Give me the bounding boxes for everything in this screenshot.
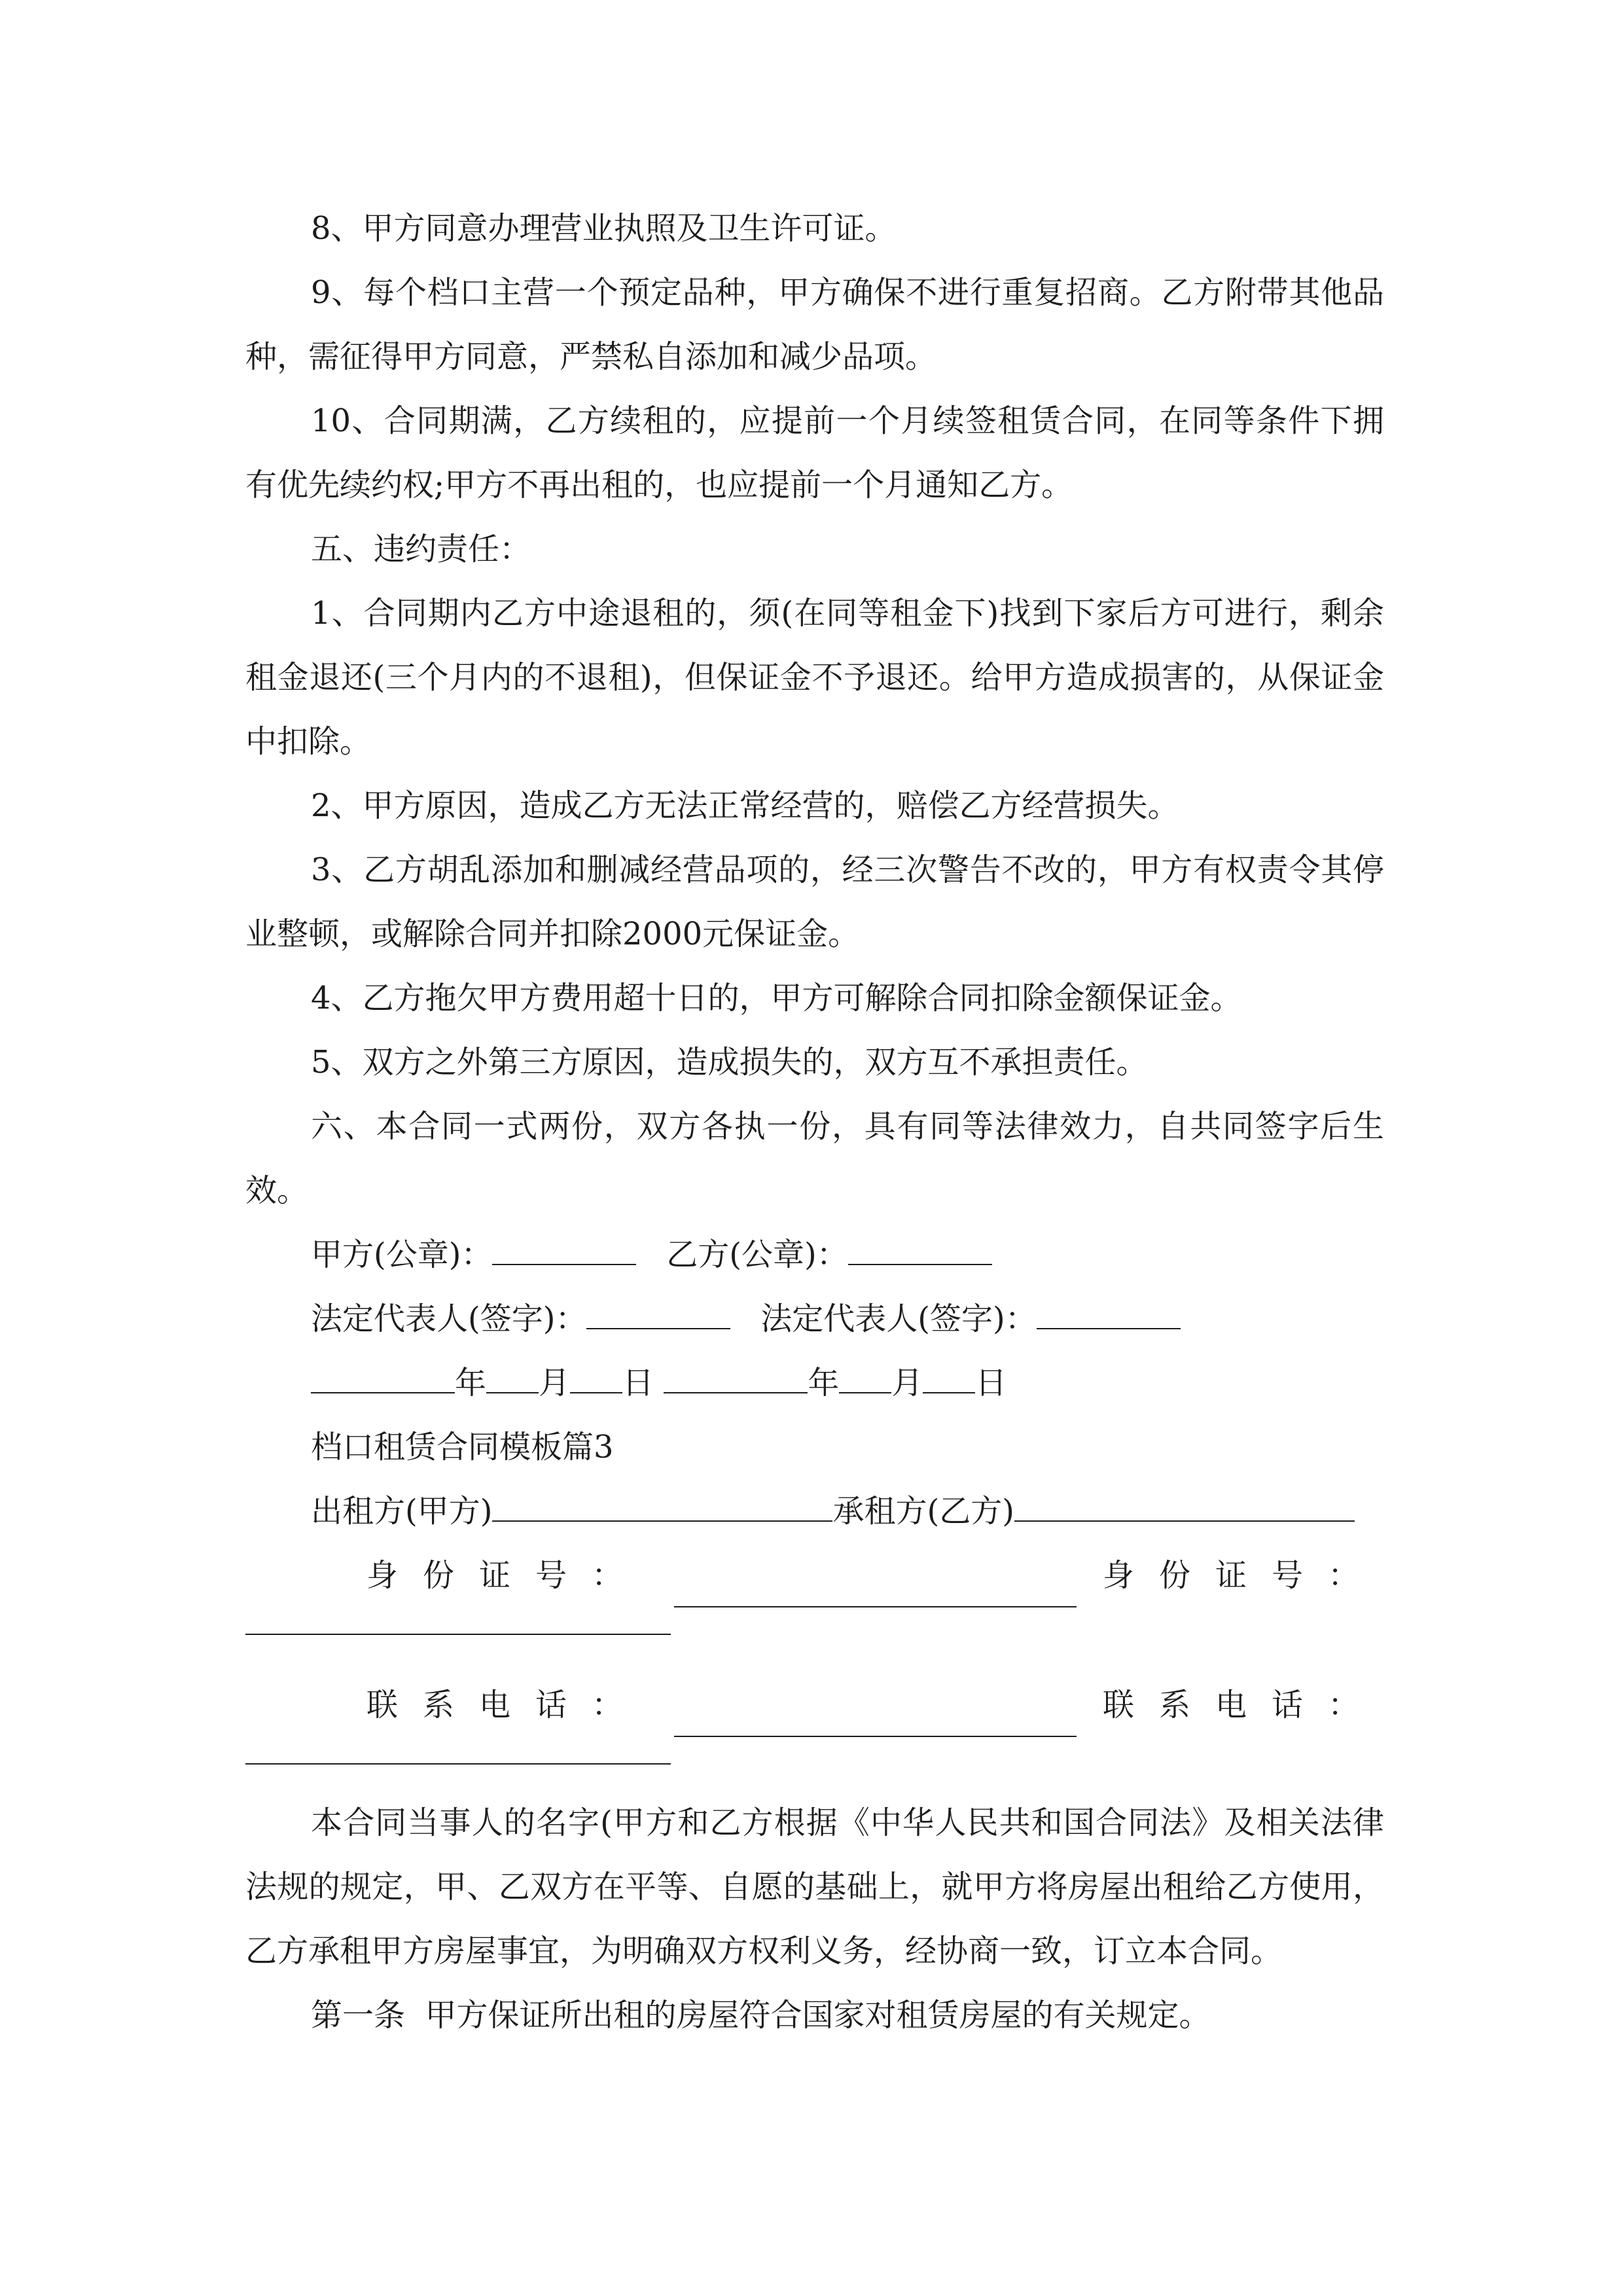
breach-clause-5: 5、双方之外第三方原因，造成损失的，双方互不承担责任。 [311,1044,1148,1081]
party-b-seal-label: 乙方(公章)： [666,1236,848,1273]
year-label-b: 年 [808,1365,840,1401]
phone-blank-b [245,1737,671,1765]
document-body [245,196,1384,2047]
day-blank-b [923,1359,975,1393]
clause-9: 9、每个档口主营一个预定品种，甲方确保不进行重复招商。乙方附带其他品种，需征得甲方同意，严禁私自添加和减少品项。 [245,274,1384,375]
day-label-b: 日 [975,1365,1007,1401]
rep-line [245,1287,1384,1351]
phone-line [245,1673,1384,1737]
id-label-a: 身份证号： [366,1557,649,1594]
lessor-label: 出租方(甲方) [311,1493,493,1530]
lessee-label: 承租方(乙方) [832,1493,1014,1530]
rep-b-blank [1037,1295,1181,1329]
party-a-seal-label: 甲方(公章)： [311,1236,493,1273]
rep-b-label: 法定代表人(签字)： [760,1300,1037,1337]
section-title: 档口租赁合同模板篇3 [311,1429,614,1465]
section-heading-breach: 五、违约责任： [311,531,531,567]
day-blank-a [570,1359,622,1393]
phone-label-a: 联系电话： [366,1687,649,1723]
clause-8: 8、甲方同意办理营业执照及卫生许可证。 [311,210,897,247]
breach-clause-1: 1、合同期内乙方中途退租的，须(在同等租金下)找到下家后方可进行，剩余租金退还(三个月内的不退租)，但保证金不予退还。给甲方造成损害的，从保证金中扣除。 [245,595,1384,760]
year-blank-b [664,1359,808,1393]
party-a-seal-blank [492,1231,636,1265]
id-line [245,1543,1384,1607]
phone-blank-a [674,1703,1077,1737]
lessee-blank [1014,1488,1355,1522]
date-line [245,1351,1384,1415]
party-b-seal-blank [848,1231,992,1265]
lessor-blank [492,1488,832,1522]
rep-a-blank [586,1295,730,1329]
breach-clause-4: 4、乙方拖欠甲方费用超十日的，甲方可解除合同扣除金额保证金。 [311,980,1242,1016]
id-blank-a [674,1573,1077,1607]
preamble: 本合同当事人的名字(甲方和乙方根据《中华人民共和国合同法》及相关法律法规的规定，甲、乙双方在平等、自愿的基础上，就甲方将房屋出租给乙方使用，乙方承租甲方房屋事宜，为明确双方权利义务，经协商一致，订立本合同。 [245,1804,1384,1969]
article-one: 第一条 甲方保证所出租的房屋符合国家对租赁房屋的有关规定。 [311,1997,1211,2034]
year-label-a: 年 [455,1365,487,1401]
month-label-b: 月 [891,1365,923,1401]
id-blank-b [245,1607,671,1635]
phone-label-b: 联系电话： [1102,1687,1384,1723]
id-label-b: 身份证号： [1102,1557,1384,1594]
day-label-a: 日 [622,1365,654,1401]
breach-clause-2: 2、甲方原因，造成乙方无法正常经营的，赔偿乙方经营损失。 [311,787,1179,824]
seal-line [245,1223,1384,1287]
month-blank-b [839,1359,891,1393]
month-blank-a [486,1359,539,1393]
breach-clause-3: 3、乙方胡乱添加和删减经营品项的，经三次警告不改的，甲方有权责令其停业整顿，或解除合同并扣除2000元保证金。 [245,852,1384,952]
parties-line [245,1479,1384,1543]
rep-a-label: 法定代表人(签字)： [311,1300,587,1337]
clause-10: 10、合同期满，乙方续租的，应提前一个月续签租赁合同，在同等条件下拥有优先续约权;甲方不再出租的，也应提前一个月通知乙方。 [245,403,1384,503]
section-six: 六、本合同一式两份，双方各执一份，具有同等法律效力，自共同签字后生效。 [245,1108,1384,1209]
year-blank-a [311,1359,455,1393]
month-label-a: 月 [539,1365,571,1401]
